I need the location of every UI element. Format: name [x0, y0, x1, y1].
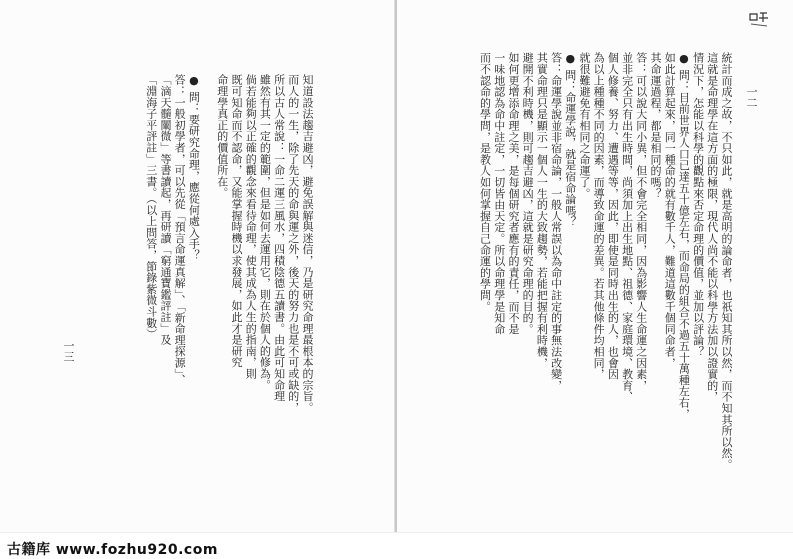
corner-stamp-icon — [747, 10, 771, 32]
left-page-text: 知道設法趨吉避凶，避免誤解與迷信，乃是研究命理最根本的宗旨。 而人的一生，除了先天的命與運之外，後天的努力也是不可或缺的， 所以古人常說：一命二運三風水，四積陰德五讀書。由此可知命理 雖然有其一定的範圍，但是如何去運用它，則在於個人的修為。 倘若能夠以正確的觀念來看待命理，使其成為人生的指南，則 既可知命而不認命，又能掌握時機以求發展，如此才是研究 命理學真正的價值所在。 ● 問：要研究命理，應從何處入手？ 答：一般初學者，可以先從「預言命運真解」、「新命理探源」、 「滴天髓闡微」等書讀起，再研讀「窮通寶鑑評註」及 「淵海子平評註」三書。（以上問答，節錄紫微斗數） — [144, 74, 314, 413]
right-page — [397, 0, 793, 532]
right-page-number: 一二 — [745, 86, 758, 108]
site-watermark: 古籍库 www.fozhu920.com — [7, 542, 218, 558]
left-page — [0, 0, 396, 532]
left-page-number: 一三 — [62, 340, 75, 362]
right-page-text: 統計而成之故，不只如此，就是高明的論命者，也祇知其所以然，而不知其所以然。 這就是命理學在這方面的極限，現代人尚不能以科學方法加以證實的， 情況下，怎能以科學的觀點來否定命理的價值，並加以評論？ ● 問：目前世界人口已達五十億左右，而命局的組合不過五十萬種左右， 如此計算起來，同一種命的就有數千人，難道這數千個同命者， 其命運過程，都是相同的嗎？ 答：可以說大同小異，但不會完全相同，因為影響人生命運之因素， 並非完全只有出生時間，尚須加上出生地點、祖德、家庭環境、教育、 個人修養、努力、遭遇等等，因此，即使是同時出生的人，也會因 為以上種種不同的因素，而導致命運的差異。若其他條件均相同， 就很難避免有相同之命運了。 ● 問：命運學說，就是宿命論嗎？ 答：命運學說並非宿命論，一般人常誤以為命中註定的事無法改變， 其實命理只是顯示一個人一生的大致趨勢，若能把握有利時機， 避開不利時機，則可趨吉避凶，這就是研究命理的目的。 如何更增添命理之美，是每個研究者應有的責任，而不是 一味地認為命中註定，一切皆由天定。所以命理學是知命 而不認命的學問，是教人如何掌握自己命運的學問。 — [478, 52, 733, 471]
footer-bar — [0, 532, 793, 559]
